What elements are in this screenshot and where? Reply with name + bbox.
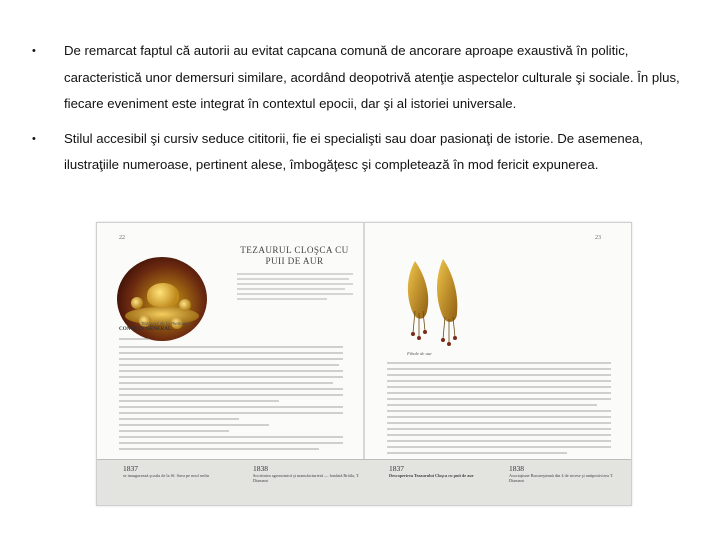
bullet-text: De remarcat faptul că autorii au evitat capcana comună de ancorare aproape exaustivă în politic, caracteristică unor demersuri similare, acordând deopotrivă atenţie aspectelor culturale şi sociale. În plus, fiecare eveniment este integrat în contextul epocii, dar şi al istoriei universale. bbox=[64, 43, 680, 111]
fibula-brooch-photo bbox=[385, 255, 481, 347]
bullet-item bbox=[30, 126, 700, 179]
bullet-list bbox=[30, 38, 700, 187]
timeline-entry bbox=[123, 464, 241, 478]
section-subheading: CONTEXT GENERAL bbox=[119, 326, 172, 332]
timeline-text: Descoperirea Tezaurului Cloşca cu puii de aur bbox=[389, 473, 474, 478]
bullet-dot-icon: • bbox=[32, 132, 36, 145]
right-page-number: 23 bbox=[595, 235, 601, 241]
intro-text-lines bbox=[237, 271, 353, 303]
timeline-year: 1838 bbox=[253, 464, 268, 473]
gold-hen-shape bbox=[147, 283, 179, 307]
body-text-graphic bbox=[119, 335, 343, 455]
brooch-caption: Fibule de aur bbox=[407, 351, 433, 356]
bullet-text: Stilul accesibil şi cursiv seduce cititorii, fie ei specialişti sau doar pasionaţi de istorie. De asemenea, ilustraţiile numeroase, pertinent alese, îmbogăţesc şi completează în mod fericit expunerea. bbox=[64, 130, 644, 172]
photo-caption: Tezaurul de la Pietroasa bbox=[141, 321, 191, 326]
timeline-year: 1838 bbox=[509, 464, 524, 473]
gold-chick-shape bbox=[131, 297, 143, 309]
timeline-year: 1837 bbox=[389, 464, 404, 473]
timeline-text: Societatea agronomică şi manufacturieră — fondată Brăila, T. Diamant bbox=[253, 473, 360, 484]
timeline-text: se inaugurează şcoala de la Sf. Sava pe noul sediu bbox=[123, 473, 209, 478]
gold-chick-shape bbox=[179, 299, 191, 311]
timeline-entry bbox=[253, 464, 371, 484]
timeline-year: 1837 bbox=[123, 464, 138, 473]
timeline-text: Asociaţiune Bucureşteană din 4 de secese şi antipotrivirea T. Diamant bbox=[509, 473, 614, 484]
timeline-entry bbox=[509, 464, 627, 484]
timeline-strip bbox=[97, 459, 631, 506]
book-spread-image bbox=[96, 222, 632, 506]
chapter-title: TEZAURUL CLOŞCA CU PUII DE AUR bbox=[240, 245, 349, 266]
left-page-number: 22 bbox=[119, 235, 125, 241]
bullet-item bbox=[30, 38, 700, 118]
right-body-text-graphic bbox=[387, 359, 611, 457]
bullet-dot-icon: • bbox=[32, 45, 36, 57]
timeline-entry bbox=[389, 464, 507, 478]
text-lines-graphic bbox=[237, 271, 353, 301]
